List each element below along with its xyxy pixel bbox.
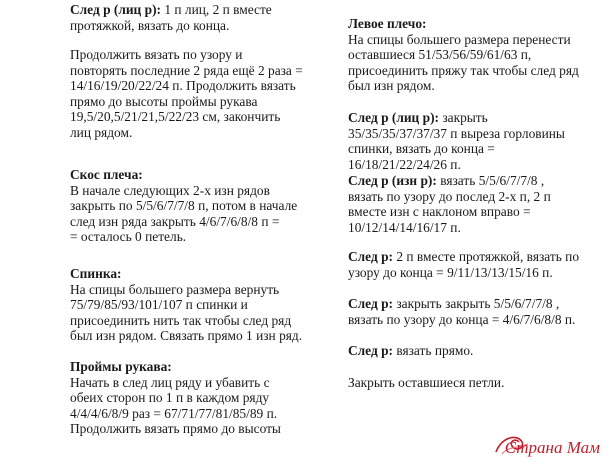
paragraph-left-2: [70, 47, 303, 141]
paragraph-heading: Левое плечо:: [348, 16, 427, 31]
paragraph-heading: Проймы рукава:: [70, 359, 172, 374]
site-watermark-logo: [492, 432, 602, 462]
paragraph-left-4: [70, 266, 302, 344]
paragraph-text: Продолжить вязать по узору и повторять последние 2 ряда ещё 2 раза = 14/16/19/20/22/24 п. Продолжить вязать прямо до высоты проймы рукава 19,5/20,5/21/21,5/22/23 см, закончить лиц рядом.: [70, 47, 303, 140]
paragraph-text: 1 п лиц, 2 п вместе протяжкой, вязать до конца.: [70, 2, 272, 33]
paragraph-heading: Спинка:: [70, 266, 122, 281]
paragraph-text: вязать 5/5/6/7/7/8 , вязать по узору до послед 2-х п, 2 п вместе изн с наклоном вправо = 10/12/14/14/16/17 п.: [348, 173, 551, 235]
paragraph-right-2: [348, 110, 565, 172]
paragraph-heading: След р (лиц р):: [70, 2, 161, 17]
paragraph-right-1: [348, 16, 579, 94]
paragraph-text: Начать в след лиц ряду и убавить с обеих сторон по 1 п в каждом ряду 4/4/4/6/8/9 раз = 67/71/77/81/85/89 п. Продолжить вязать прямо до высоты: [70, 374, 281, 437]
paragraph-left-1: [70, 2, 272, 33]
paragraph-text: На спицы большего размера перенести оставшиеся 51/53/56/59/61/63 п, присоединить пряжу так чтобы след ряд был изн рядом.: [348, 31, 579, 94]
watermark-text: Страна Мам: [504, 438, 600, 457]
paragraph-right-4: [348, 249, 579, 280]
paragraph-left-3: [70, 167, 297, 245]
paragraph-text: 2 п вместе протяжкой, вязать по узору до конца = 9/11/13/13/15/16 п.: [348, 249, 580, 280]
paragraph-right-6: [348, 343, 473, 359]
paragraph-text: На спицы большего размера вернуть 75/79/85/93/101/107 п спинки и присоединить нить так чтобы след ряд был изн рядом. Связать прямо 1 изн ряд.: [70, 281, 303, 344]
paragraph-heading: След р:: [348, 343, 393, 358]
paragraph-heading: След р (лиц р):: [348, 110, 439, 125]
paragraph-heading: След р (изн р):: [348, 173, 437, 188]
paragraph-left-5: [70, 359, 281, 437]
paragraph-heading: След р:: [348, 249, 393, 264]
paragraph-text: В начале следующих 2-х изн рядов закрыть по 5/5/6/7/7/8 п, потом в начале след изн ряда закрыть 4/6/7/6/8/8 п = = осталось 0 петель.: [70, 182, 298, 245]
paragraph-heading: След р:: [348, 296, 393, 311]
paragraph-heading: Скос плеча:: [70, 167, 143, 182]
paragraph-right-7: [348, 375, 504, 391]
paragraph-right-5: [348, 296, 575, 327]
paragraph-text: вязать прямо.: [392, 343, 474, 358]
paragraph-right-3: [348, 173, 551, 235]
paragraph-text: закрыть закрыть 5/5/6/7/7/8 , вязать по узору до конца = 4/6/7/6/8/8 п.: [348, 296, 576, 327]
paragraph-text: закрыть 35/35/35/37/37/37 п выреза горловины спинки, вязать до конца = 16/18/21/22/24/26 п.: [348, 110, 565, 172]
paragraph-text: Закрыть оставшиеся петли.: [348, 375, 505, 390]
